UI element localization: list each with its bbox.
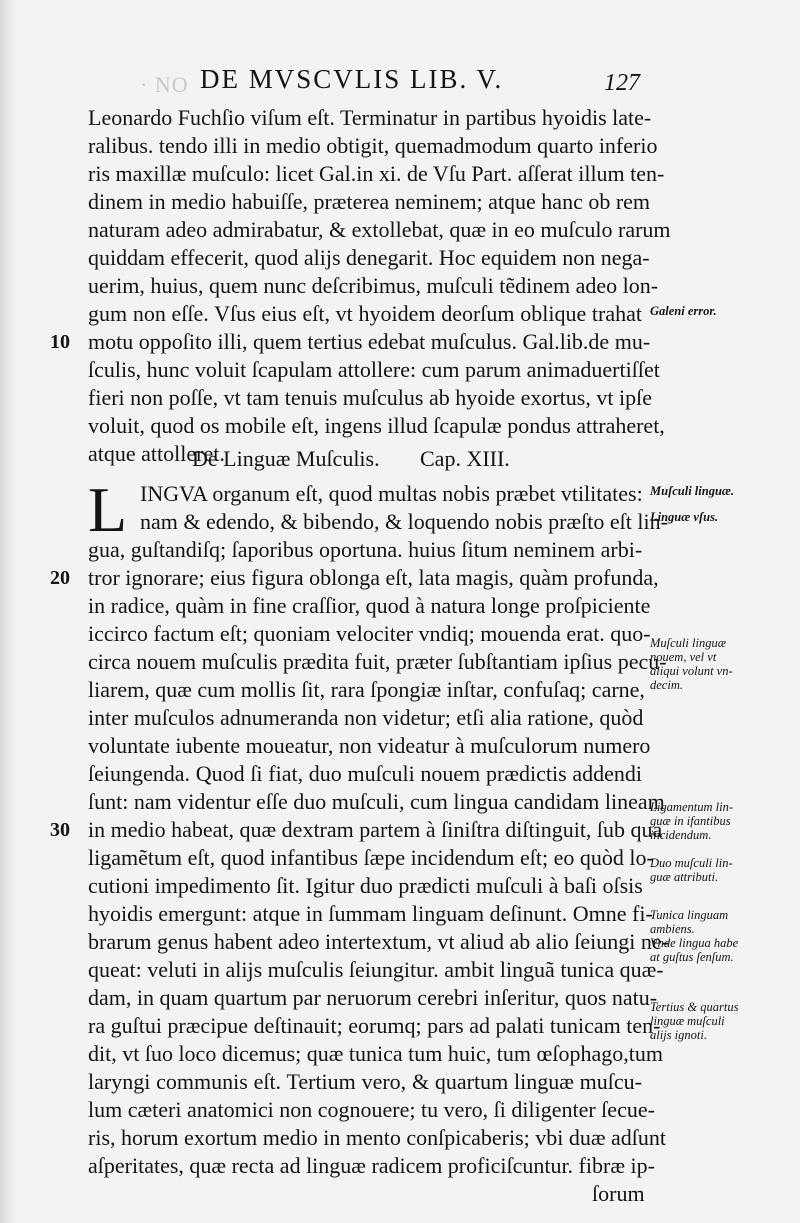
text-line: ra guſtui præcipue deſtinauit; eorumq; pars ad palati tunicam ten-: [88, 1013, 661, 1038]
note-line: ambiens.: [650, 922, 695, 936]
text-line: in radice, quàm in fine craſſior, quod à natura longe proſpiciente: [88, 593, 651, 618]
note-line: incidendum.: [650, 828, 712, 842]
text-line: iccirco factum eſt; quoniam velociter vndiq; mouenda erat. quo-: [88, 621, 651, 646]
note-line: at guſtus ſenſum.: [650, 950, 734, 964]
text-line: uerim, huius, quem nunc deſcribimus, muſculi tẽdinem adeo lon-: [88, 273, 659, 298]
note-line: Tunica linguam: [650, 908, 729, 922]
text-line: in medio habeat, quæ dextram partem à ſiniſtra diſtinguit, ſub qua: [88, 817, 663, 842]
margin-note-duo-musculi: [650, 856, 795, 884]
note-line: Galeni error.: [650, 304, 717, 318]
text-line: dit, vt ſuo loco dicemus; quæ tunica tum huic, tum œſophago,tum: [88, 1041, 663, 1066]
margin-note-linguae-usus: [650, 510, 795, 524]
text-line: tror ignorare; eius figura oblonga eſt, lata magis, quàm profunda,: [88, 565, 659, 590]
page-number: 127: [604, 70, 640, 96]
note-line: linguæ muſculi: [650, 1014, 725, 1028]
text-line: motu oppoſito illi, quem tertius edebat muſculus. Gal.lib.de mu-: [88, 329, 651, 354]
page-gutter-shadow: [0, 0, 16, 1223]
text-line: inter muſculos adnumeranda non videtur; etſi alia ratione, quòd: [88, 705, 644, 730]
note-line: guæ in ifantibus: [650, 814, 731, 828]
text-line: liarem, quæ cum mollis ſit, rara ſpongiæ inſtar, confuſaq; carne,: [88, 677, 645, 702]
margin-note-ligamentum: [650, 800, 795, 842]
margin-note-galeni-error: [650, 304, 795, 318]
note-line: nouem, vel vt: [650, 650, 717, 664]
running-head: DE MVSCVLIS LIB. V.: [200, 64, 504, 94]
text-line: ralibus. tendo illi in medio obtigit, quemadmodum quarto inferio: [88, 133, 658, 158]
text-line: nam & edendo, & bibendo, & loquendo nobis præſto eſt lin-: [140, 509, 668, 534]
text-line: ligamẽtum eſt, quod infantibus ſæpe incidendum eſt; eo quòd lo-: [88, 845, 654, 870]
text-line: naturam adeo admirabatur, & extollebat, quæ in eo muſculo rarum: [88, 217, 671, 242]
note-line: Muſculi linguæ.: [650, 484, 735, 498]
text-line: ris, horum exortum medio in mento conſpicaberis; vbi duæ adſunt: [88, 1125, 667, 1150]
note-line: aliqui volunt vn-: [650, 664, 733, 678]
chapter-title: De Linguæ Muſculis.: [192, 446, 380, 471]
text-line: cutioni impedimento ſit. Igitur duo prædicti muſculi à baſi oſsis: [88, 873, 643, 898]
text-line: gua, guſtandiſq; ſaporibus oportuna. huius ſitum neminem arbi-: [88, 537, 643, 562]
note-line: alijs ignoti.: [650, 1028, 707, 1042]
note-line: guæ attributi.: [650, 870, 719, 884]
text-line: aſperitates, quæ recta ad linguæ radicem proficiſcuntur. fibræ ip-: [88, 1153, 655, 1178]
text-line: lum cæteri anatomici non cognouere; tu vero, ſi diligenter ſecue-: [88, 1097, 655, 1122]
text-line: ſunt: nam videntur eſſe duo muſculi, cum lingua candidam lineam: [88, 789, 665, 814]
text-line: fieri non poſſe, vt tam tenuis muſculus ab hyoide exortus, vt ipſe: [88, 385, 652, 410]
text-line: queat: veluti in alijs muſculis ſeiungitur. ambit linguã tunica quæ-: [88, 957, 664, 982]
note-line: decim.: [650, 678, 683, 692]
text-line: dam, in quam quartum par neruorum cerebri inſeritur, quos natu-: [88, 985, 658, 1010]
text-line: laryngi communis eſt. Tertium vero, & quartum linguæ muſcu-: [88, 1069, 642, 1094]
margin-note-musculi-linguae: [650, 484, 795, 498]
text-line: dinem in medio habuiſſe, præterea neminem; atque hanc ob rem: [88, 189, 651, 214]
text-line: ris maxillæ muſculo: licet Gal.in xi. de Vſu Part. aſſerat illum ten-: [88, 161, 665, 186]
text-line: gum non eſſe. Vſus eius eſt, vt hyoidem deorſum oblique trahat: [88, 301, 642, 326]
text-line: quiddam effecerit, quod alijs denegarit. Hoc equidem non nega-: [88, 245, 650, 270]
text-line: Leonardo Fuchſio viſum eſt. Terminatur in partibus hyoidis late-: [88, 105, 652, 130]
note-line: Linguæ vſus.: [650, 510, 719, 524]
line-number: 20: [50, 567, 70, 589]
bleed-through-header: · NO: [140, 72, 189, 97]
text-line: voluntate iubente moueatur, non videatur à muſculorum numero: [88, 733, 651, 758]
text-line: ſeiungenda. Quod ſi fiat, duo muſculi nouem prædictis addendi: [88, 761, 642, 786]
drop-capital: L: [88, 474, 128, 545]
note-line: Ligamentum lin-: [650, 800, 733, 814]
catchword: ſorum: [592, 1181, 645, 1206]
text-line: INGVA organum eſt, quod multas nobis præbet vtilitates:: [140, 481, 643, 506]
note-line: Muſculi linguæ: [650, 636, 727, 650]
margin-note-tunica: [650, 908, 795, 964]
text-line: hyoidis emergunt: atque in ſummam linguam deſinunt. Omne fi-: [88, 901, 653, 926]
chapter-heading: [88, 444, 642, 474]
note-line: Duo muſculi lin-: [650, 856, 733, 870]
note-line: Vnde lingua habe: [650, 936, 739, 950]
page-header: [140, 64, 640, 100]
chapter-number: Cap. XIII.: [420, 446, 510, 471]
note-line: Tertius & quartus: [650, 1000, 739, 1014]
text-line: atque attolleret.: [88, 441, 225, 466]
text-line: ſculis, hunc voluit ſcapulam attollere: cum parum animaduertiſſet: [88, 357, 660, 382]
text-line: circa nouem muſculis prædita fuit, præter ſubſtantiam ipſius pecu-: [88, 649, 667, 674]
margin-note-tertius: [650, 1000, 795, 1042]
line-number: 30: [50, 819, 70, 841]
text-line: voluit, quod os mobile eſt, ingens illud ſcapulæ pondus attraheret,: [88, 413, 665, 438]
line-number: 10: [50, 331, 70, 353]
margin-note-musculi-novem: [650, 636, 795, 692]
text-line: brarum genus habent adeo intertextum, vt aliud ab alio ſeiungi ne-: [88, 929, 669, 954]
